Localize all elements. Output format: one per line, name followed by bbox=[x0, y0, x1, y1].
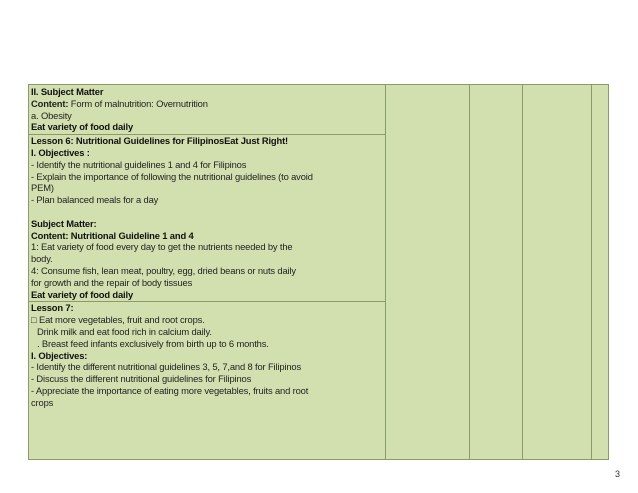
text-line: crops bbox=[31, 396, 54, 408]
text-line: I. Objectives : bbox=[31, 146, 90, 158]
text-line: 4: Consume fish, lean meat, poultry, egg, dried beans or nuts daily bbox=[31, 264, 296, 276]
text-line: PEM) bbox=[31, 182, 54, 194]
text-line: Content: Nutritional Guideline 1 and 4 bbox=[31, 229, 194, 241]
lesson-plan-table bbox=[28, 84, 609, 460]
lesson-section bbox=[31, 135, 383, 300]
empty-cell bbox=[523, 85, 592, 460]
text-line: II. Subject Matter bbox=[31, 86, 104, 97]
empty-cell bbox=[592, 85, 609, 460]
text-line: for growth and the repair of body tissues bbox=[31, 276, 193, 288]
text-line: - Appreciate the importance of eating more vegetables, fruits and root bbox=[31, 384, 309, 396]
content-cell bbox=[29, 85, 386, 460]
text-line: 1: Eat variety of food every day to get the nutrients needed by the bbox=[31, 241, 293, 253]
text-line: Drink milk and eat food rich in calcium daily. bbox=[37, 325, 212, 337]
text-line: . Breast feed infants exclusively from birth up to 6 months. bbox=[37, 337, 269, 349]
text-line: body. bbox=[31, 253, 53, 265]
text-line bbox=[31, 98, 383, 110]
lesson-section bbox=[31, 86, 383, 133]
text-line: - Explain the importance of following the nutritional guidelines (to avoid bbox=[31, 170, 313, 182]
text-line: Subject Matter: bbox=[31, 217, 97, 229]
text-line: a. Obesity bbox=[31, 109, 72, 121]
text-line: Lesson 7: bbox=[31, 302, 74, 314]
table-row bbox=[29, 85, 609, 460]
text-line: - Identify the different nutritional guidelines 3, 5, 7,and 8 for Filipinos bbox=[31, 361, 301, 373]
text-line: □ Eat more vegetables, fruit and root crops. bbox=[31, 314, 205, 326]
lesson-content bbox=[31, 86, 383, 409]
lesson-section bbox=[31, 302, 383, 408]
text-line: - Identify the nutritional guidelines 1 and 4 for Filipinos bbox=[31, 158, 247, 170]
text-line: - Plan balanced meals for a day bbox=[31, 194, 159, 206]
line-text: Form of malnutrition: Overnutrition bbox=[68, 97, 208, 109]
empty-cell bbox=[470, 85, 523, 460]
page-number: 3 bbox=[614, 469, 620, 479]
text-line: - Discuss the different nutritional guidelines for Filipinos bbox=[31, 373, 252, 385]
line-label: Content: bbox=[31, 97, 69, 109]
text-line: I. Objectives: bbox=[31, 349, 88, 361]
text-line: Eat variety of food daily bbox=[31, 288, 134, 300]
text-line: Eat variety of food daily bbox=[31, 121, 134, 133]
text-line: Lesson 6: Nutritional Guidelines for FilipinosEat Just Right! bbox=[31, 135, 289, 147]
empty-cell bbox=[386, 85, 470, 460]
blank-line bbox=[31, 206, 383, 218]
